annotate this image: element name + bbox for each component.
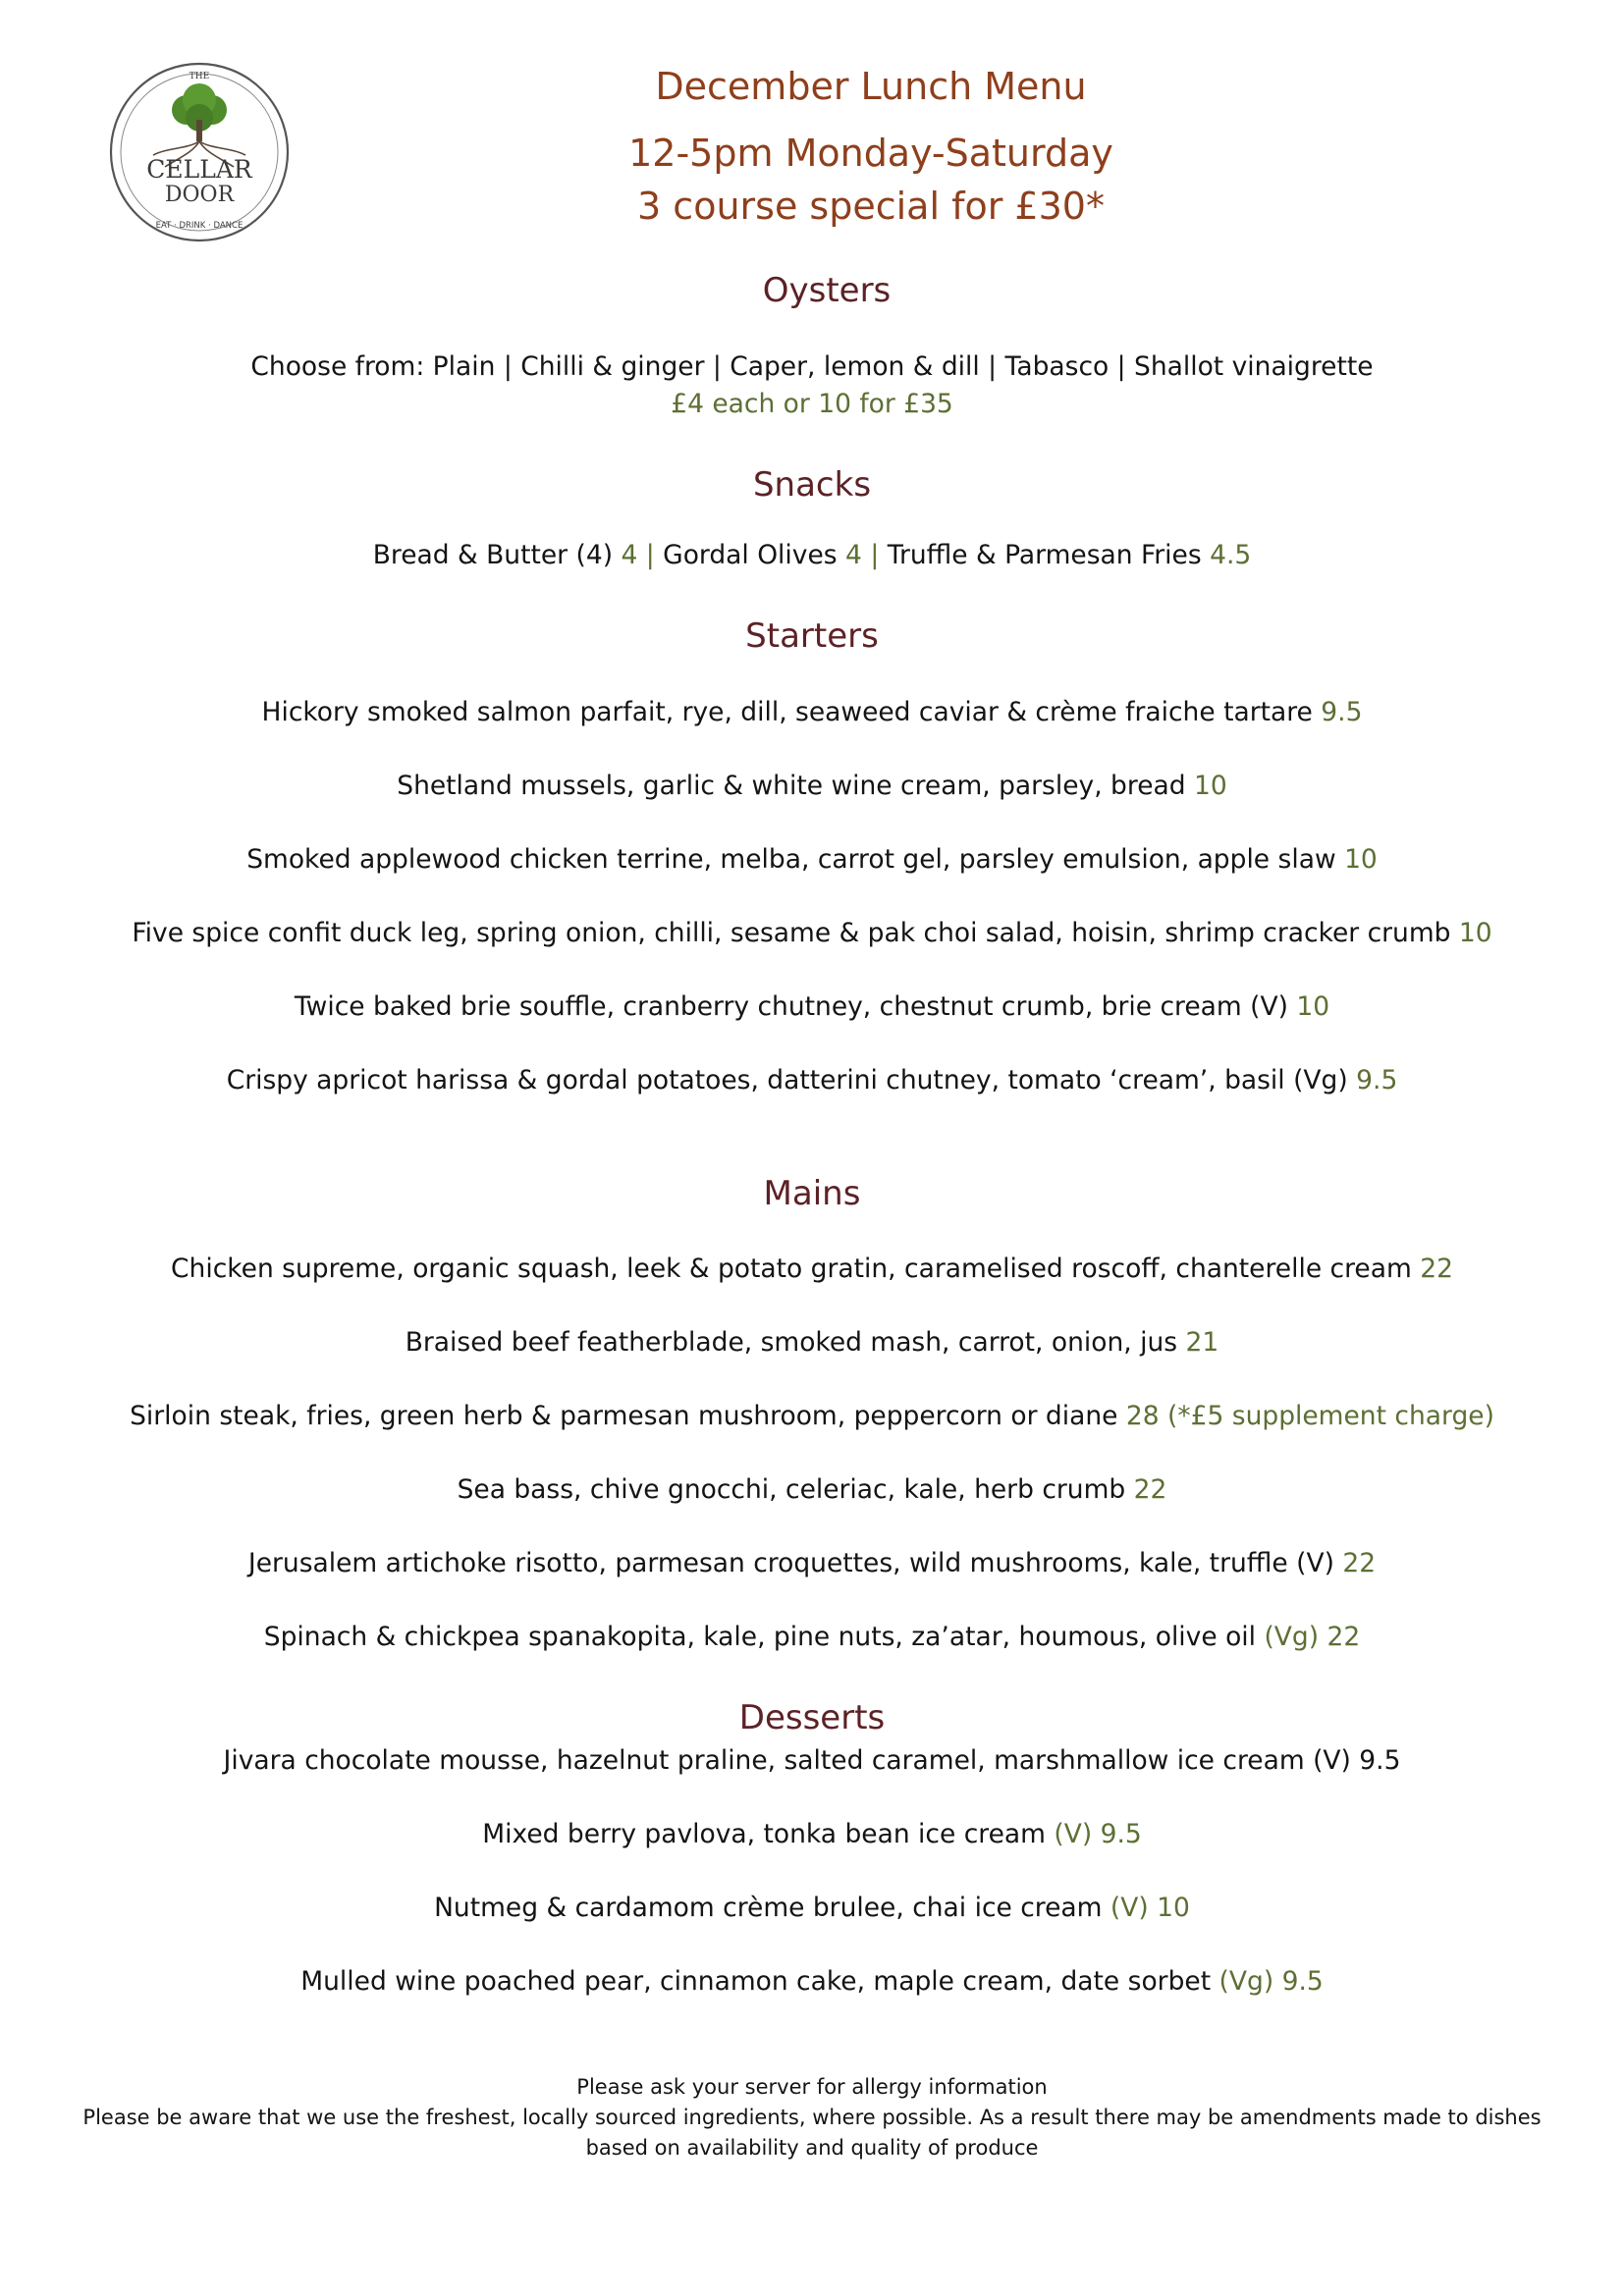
dish-price: 9.5 xyxy=(1356,1065,1398,1095)
dish-price: 10 xyxy=(1296,991,1330,1022)
dish-name: Shetland mussels, garlic & white wine cream, parsley, bread xyxy=(397,771,1186,801)
oysters-heading: Oysters xyxy=(762,271,892,310)
dish-name: Hickory smoked salmon parfait, rye, dill, seaweed caviar & crème fraiche tartare xyxy=(261,697,1313,727)
dish-price: (V) 10 xyxy=(1110,1893,1190,1923)
dish-name: Nutmeg & cardamom crème brulee, chai ice cream xyxy=(434,1893,1103,1923)
logo-name-line2: DOOR xyxy=(164,183,235,207)
starters-heading: Starters xyxy=(745,616,879,656)
logo-small-top: THE xyxy=(189,72,210,81)
dish-name: Mixed berry pavlova, tonka bean ice cream xyxy=(482,1819,1046,1849)
dish-name: Twice baked brie souffle, cranberry chutney, chestnut crumb, brie cream (V) xyxy=(294,991,1288,1022)
menu-item xyxy=(0,1964,1624,2000)
menu-item xyxy=(0,1472,1624,1508)
menu-item xyxy=(0,989,1624,1025)
dish-name: Mulled wine poached pear, cinnamon cake, maple cream, date sorbet xyxy=(300,1966,1212,1997)
snack-separator: | xyxy=(870,540,880,570)
availability-notice: based on availability and quality of produce xyxy=(585,2136,1039,2160)
dish-name: Chicken supreme, organic squash, leek & potato gratin, caramelised roscoff, chanterelle cream xyxy=(171,1254,1412,1284)
dish-name: Jerusalem artichoke risotto, parmesan croquettes, wild mushrooms, kale, truffle (V) xyxy=(247,1548,1334,1578)
dish-price: 22 xyxy=(1420,1254,1453,1284)
dish-name: Five spice confit duck leg, spring onion, chilli, sesame & pak choi salad, hoisin, shrimp cracker crumb xyxy=(132,918,1451,948)
menu-item xyxy=(0,1891,1624,1926)
menu-item xyxy=(0,1252,1624,1287)
menu-item xyxy=(0,1399,1624,1434)
dish-price: (Vg) 22 xyxy=(1264,1622,1361,1652)
dish-price: 10 xyxy=(1194,771,1227,801)
menu-item xyxy=(0,1620,1624,1655)
dish-price: 22 xyxy=(1342,1548,1377,1578)
snack-price: 4 xyxy=(845,540,862,570)
snack-name: Bread & Butter (4) xyxy=(372,540,614,570)
snacks-heading: Snacks xyxy=(752,465,872,505)
dish-price: (V) 9.5 xyxy=(1054,1819,1142,1849)
menu-title: December Lunch Menu xyxy=(655,65,1087,108)
snack-separator: | xyxy=(645,540,655,570)
ingredients-notice: Please be aware that we use the freshest, locally sourced ingredients, where possible. As a result there may be amendments made to dishes xyxy=(82,2106,1542,2129)
menu-item xyxy=(0,842,1624,878)
menu-item xyxy=(0,916,1624,951)
snacks-line xyxy=(0,538,1624,573)
menu-item xyxy=(0,1325,1624,1361)
snack-name: Truffle & Parmesan Fries xyxy=(887,540,1202,570)
dish-name: Sea bass, chive gnocchi, celeriac, kale, herb crumb xyxy=(457,1474,1126,1505)
menu-item xyxy=(0,769,1624,804)
dish-price: 10 xyxy=(1458,918,1492,948)
oysters-price: £4 each or 10 for £35 xyxy=(671,389,953,419)
snack-name: Gordal Olives xyxy=(663,540,838,570)
mains-heading: Mains xyxy=(763,1174,861,1213)
logo-tagline: EAT · DRINK · DANCE xyxy=(155,221,244,231)
dish-price: (Vg) 9.5 xyxy=(1218,1966,1324,1997)
dish-price: 28 (*£5 supplement charge) xyxy=(1125,1401,1494,1431)
dish-name: Crispy apricot harissa & gordal potatoes, datterini chutney, tomato ‘cream’, basil (Vg) xyxy=(226,1065,1348,1095)
dish-price: 9.5 xyxy=(1321,697,1363,727)
snack-price: 4 xyxy=(621,540,638,570)
menu-item xyxy=(0,1817,1624,1852)
dish-name: Jivara chocolate mousse, hazelnut praline, salted caramel, marshmallow ice cream (V) 9.5 xyxy=(223,1745,1401,1776)
dish-price: 22 xyxy=(1133,1474,1167,1505)
snack-price: 4.5 xyxy=(1210,540,1252,570)
desserts-heading: Desserts xyxy=(738,1698,886,1737)
dish-name: Braised beef featherblade, smoked mash, carrot, onion, jus xyxy=(405,1327,1178,1358)
menu-hours: 12-5pm Monday-Saturday xyxy=(628,132,1113,175)
dish-price: 21 xyxy=(1185,1327,1219,1358)
menu-item xyxy=(0,1546,1624,1581)
allergy-notice: Please ask your server for allergy information xyxy=(576,2075,1048,2099)
menu-item xyxy=(0,1743,1624,1779)
dish-name: Smoked applewood chicken terrine, melba, carrot gel, parsley emulsion, apple slaw xyxy=(246,844,1336,875)
menu-item xyxy=(0,1063,1624,1098)
menu-item xyxy=(0,695,1624,730)
dish-name: Sirloin steak, fries, green herb & parmesan mushroom, peppercorn or diane xyxy=(130,1401,1118,1431)
oysters-choices: Choose from: Plain | Chilli & ginger | Caper, lemon & dill | Tabasco | Shallot vinaigrette xyxy=(250,351,1374,382)
dish-price: 10 xyxy=(1344,844,1378,875)
logo-name-line1: CELLAR xyxy=(146,155,252,184)
menu-special: 3 course special for £30* xyxy=(637,185,1105,228)
dish-name: Spinach & chickpea spanakopita, kale, pine nuts, za’atar, houmous, olive oil xyxy=(263,1622,1257,1652)
